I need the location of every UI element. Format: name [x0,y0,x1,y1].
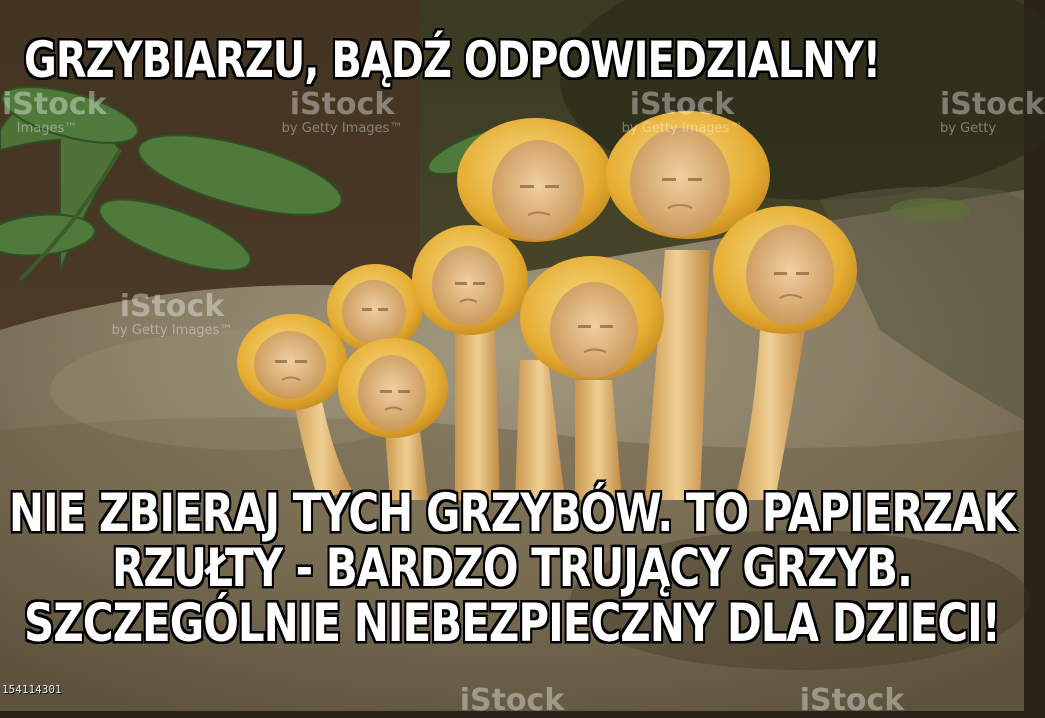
stock-photo-id: 154114301 [2,683,62,696]
bottom-caption-line: SZCZEGÓLNIE NIEBEZPIECZNY DLA DZIECI! [24,592,1000,654]
bottom-caption-line: NIE ZBIERAJ TYCH GRZYBÓW. TO PAPIERZAK [8,482,1016,544]
istock-watermark: iStock [459,683,565,718]
istock-watermark: iStock [799,683,905,718]
istock-watermark: iStock by Getty [940,87,1045,136]
top-caption: GRZYBIARZU, BĄDŹ ODPOWIEDZIALNY! [24,32,880,90]
istock-watermark: iStock by Getty Images™ [111,289,233,338]
istock-watermark: iStock Images™ [2,87,107,136]
istock-watermark: iStock by Getty Images™ [621,87,743,136]
istock-watermark: iStock by Getty Images™ [281,87,403,136]
bottom-caption-line: RZUŁTY - BARDZO TRUJĄCY GRZYB. [112,537,912,599]
bottom-caption [0,482,1024,654]
